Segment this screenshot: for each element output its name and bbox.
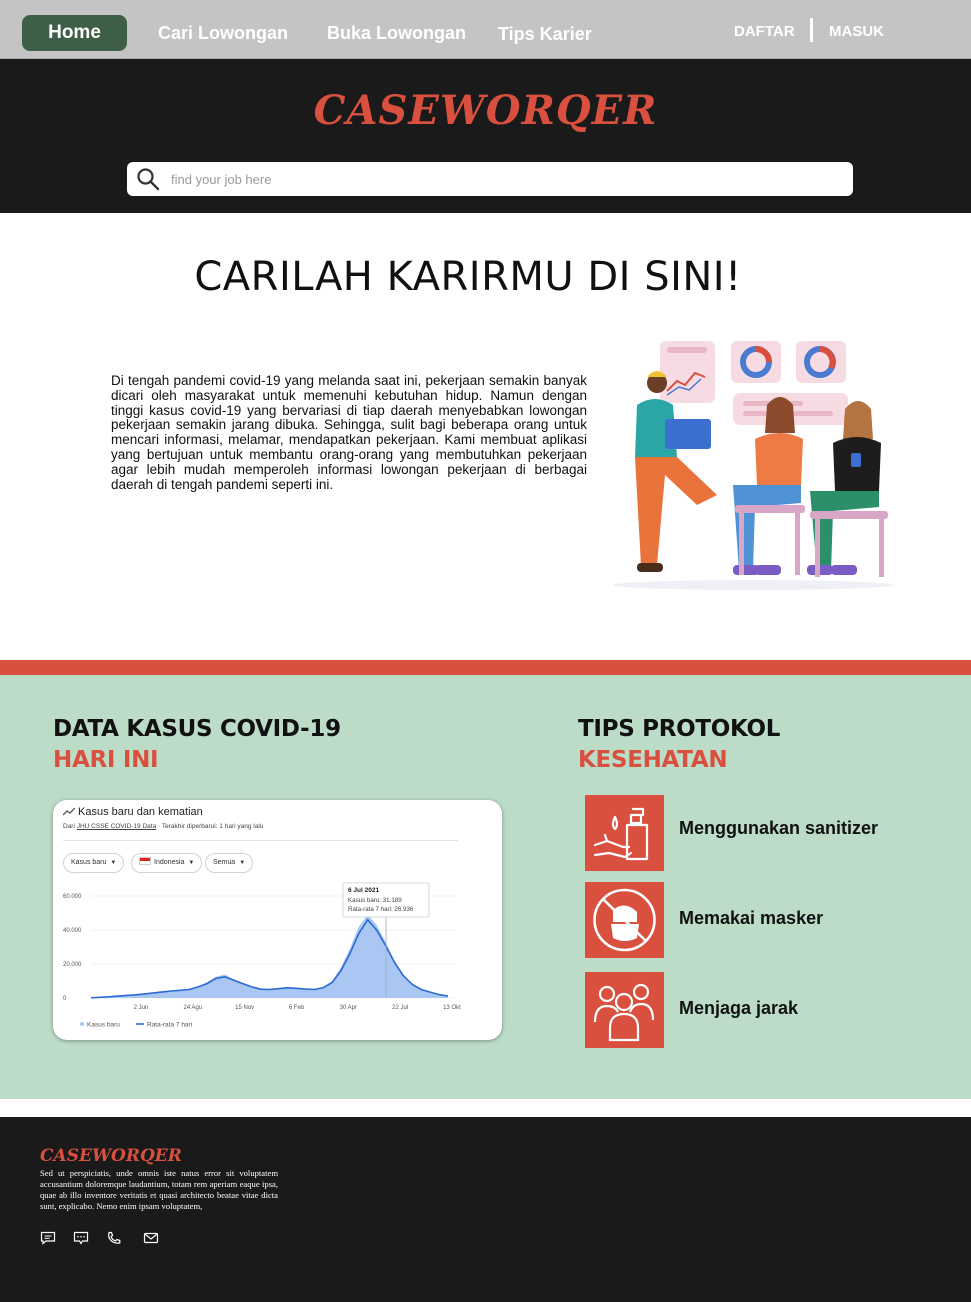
distance-icon: [585, 972, 664, 1048]
chevron-down-icon: ▼: [188, 860, 195, 866]
covid-title: DATA KASUS COVID-19: [53, 716, 341, 742]
search-icon[interactable]: [136, 167, 160, 191]
nav-link-cari-lowongan[interactable]: Cari Lowongan: [158, 23, 288, 43]
filter-chip-region-label: Indonesia: [154, 859, 185, 866]
tip-label-distance: Menjaga jarak: [679, 998, 799, 1018]
section-divider: [0, 660, 971, 675]
intro-paragraph: Di tengah pandemi covid-19 yang melanda saat ini, pekerjaan semakin banyak dicari oleh masyarakat untuk memenuhi kebutuhan hidup. Namun dengan tinggi kasus covid-19 yang bervariasi di tiap daerah menyebabkan lowongan pekerjaan semakin jarang dibuka. Sehingga, sulit bagi beberapa orang untuk mencari informasi, melamar, mendapatkan pekerjaan. Kami membuat aplikasi yang bertujuan untuk membantu orang-orang yang membutuhkan pekerjaan agar lebih mudah memperoleh informasi lowongan pekerjaan di berbagai daerah di tengah pandemi seperti ini.: [111, 373, 587, 492]
covid-chart-card: [53, 800, 502, 1040]
x-tick-label: 24 Agu: [183, 1005, 203, 1011]
chart-source-link[interactable]: JHU CSSE COVID-19 Data: [76, 823, 157, 830]
register-link[interactable]: DAFTAR: [734, 23, 795, 40]
y-tick-label: 60.000: [63, 894, 82, 900]
comment-icon[interactable]: [40, 1231, 56, 1245]
series-area-kasus-baru: [91, 915, 448, 998]
footer: [0, 1117, 971, 1302]
footer-description: Sed ut perspiciatis, unde omnis iste natus error sit voluptatem accusantium doloremque laudantium, totam rem aperiam eaque ipsa, quae ab illo inventore veritatis et quasi architecto beatae vitae dicta sunt, explicabo. Nemo enim ipsam voluptatem,: [40, 1168, 278, 1211]
nav-divider: [810, 18, 813, 42]
covid-subtitle: HARI INI: [53, 747, 159, 773]
nav-link-tips-karier[interactable]: Tips Karier: [498, 24, 592, 44]
page-headline: CARILAH KARIRMU DI SINI!: [194, 254, 742, 300]
legend-label-kasus-baru: Kasus baru: [87, 1021, 120, 1029]
mail-icon[interactable]: [143, 1231, 159, 1245]
hero-banner: [0, 59, 971, 213]
tip-label-mask: Memakai masker: [679, 908, 824, 928]
tooltip-date: 6 Jul 2021: [348, 887, 380, 894]
chart-title: Kasus baru dan kematian: [78, 806, 203, 818]
x-tick-label: 13 Okt: [443, 1005, 461, 1011]
legend-dot-kasus-baru: [80, 1022, 84, 1026]
top-navbar: [0, 0, 971, 59]
legend-label-rata-rata: Rata-rata 7 hari: [147, 1021, 193, 1029]
x-tick-label: 15 Nov: [235, 1005, 255, 1011]
tips-subtitle: KESEHATAN: [578, 747, 728, 773]
x-tick-label: 6 Feb: [288, 1005, 305, 1011]
filter-chip-metric-label: Kasus baru: [71, 859, 107, 866]
footer-logo[interactable]: CASEWORQER: [40, 1146, 182, 1166]
sanitizer-icon: [585, 795, 664, 871]
login-link[interactable]: MASUK: [829, 23, 884, 40]
site-logo[interactable]: CASEWORQER: [313, 87, 658, 134]
x-tick-label: 22 Jul: [392, 1005, 409, 1011]
y-tick-label: 20.000: [63, 962, 82, 968]
phone-icon[interactable]: [106, 1231, 122, 1245]
tooltip-average: Rata-rata 7 hari: 26.936: [348, 906, 414, 913]
filter-chip-period-label: Semua: [213, 859, 236, 866]
y-tick-label: 40.000: [63, 928, 82, 934]
chart-source-prefix: Dari: [63, 823, 75, 830]
team-illustration: [605, 335, 900, 595]
chat-icon[interactable]: [73, 1231, 89, 1245]
y-tick-label: 0: [63, 996, 67, 1002]
x-tick-label: 2 Jun: [133, 1005, 149, 1011]
covid-chart: [53, 800, 502, 1040]
chart-updated: · Terakhir diperbarui: 1 hari yang lalu: [158, 823, 264, 830]
search-bar: [127, 162, 853, 196]
tip-label-sanitizer: Menggunakan sanitizer: [679, 818, 879, 838]
chevron-down-icon: ▼: [110, 860, 117, 866]
mask-icon: [585, 882, 664, 958]
search-input[interactable]: [171, 162, 831, 196]
nav-link-buka-lowongan[interactable]: Buka Lowongan: [327, 23, 466, 43]
x-tick-label: 30 Apr: [339, 1005, 358, 1011]
tips-title: TIPS PROTOKOL: [578, 716, 781, 742]
tooltip-new-cases: Kasus baru: 31.189: [348, 897, 402, 904]
nav-home-button[interactable]: Home: [22, 15, 127, 51]
chevron-down-icon: ▼: [239, 860, 246, 866]
